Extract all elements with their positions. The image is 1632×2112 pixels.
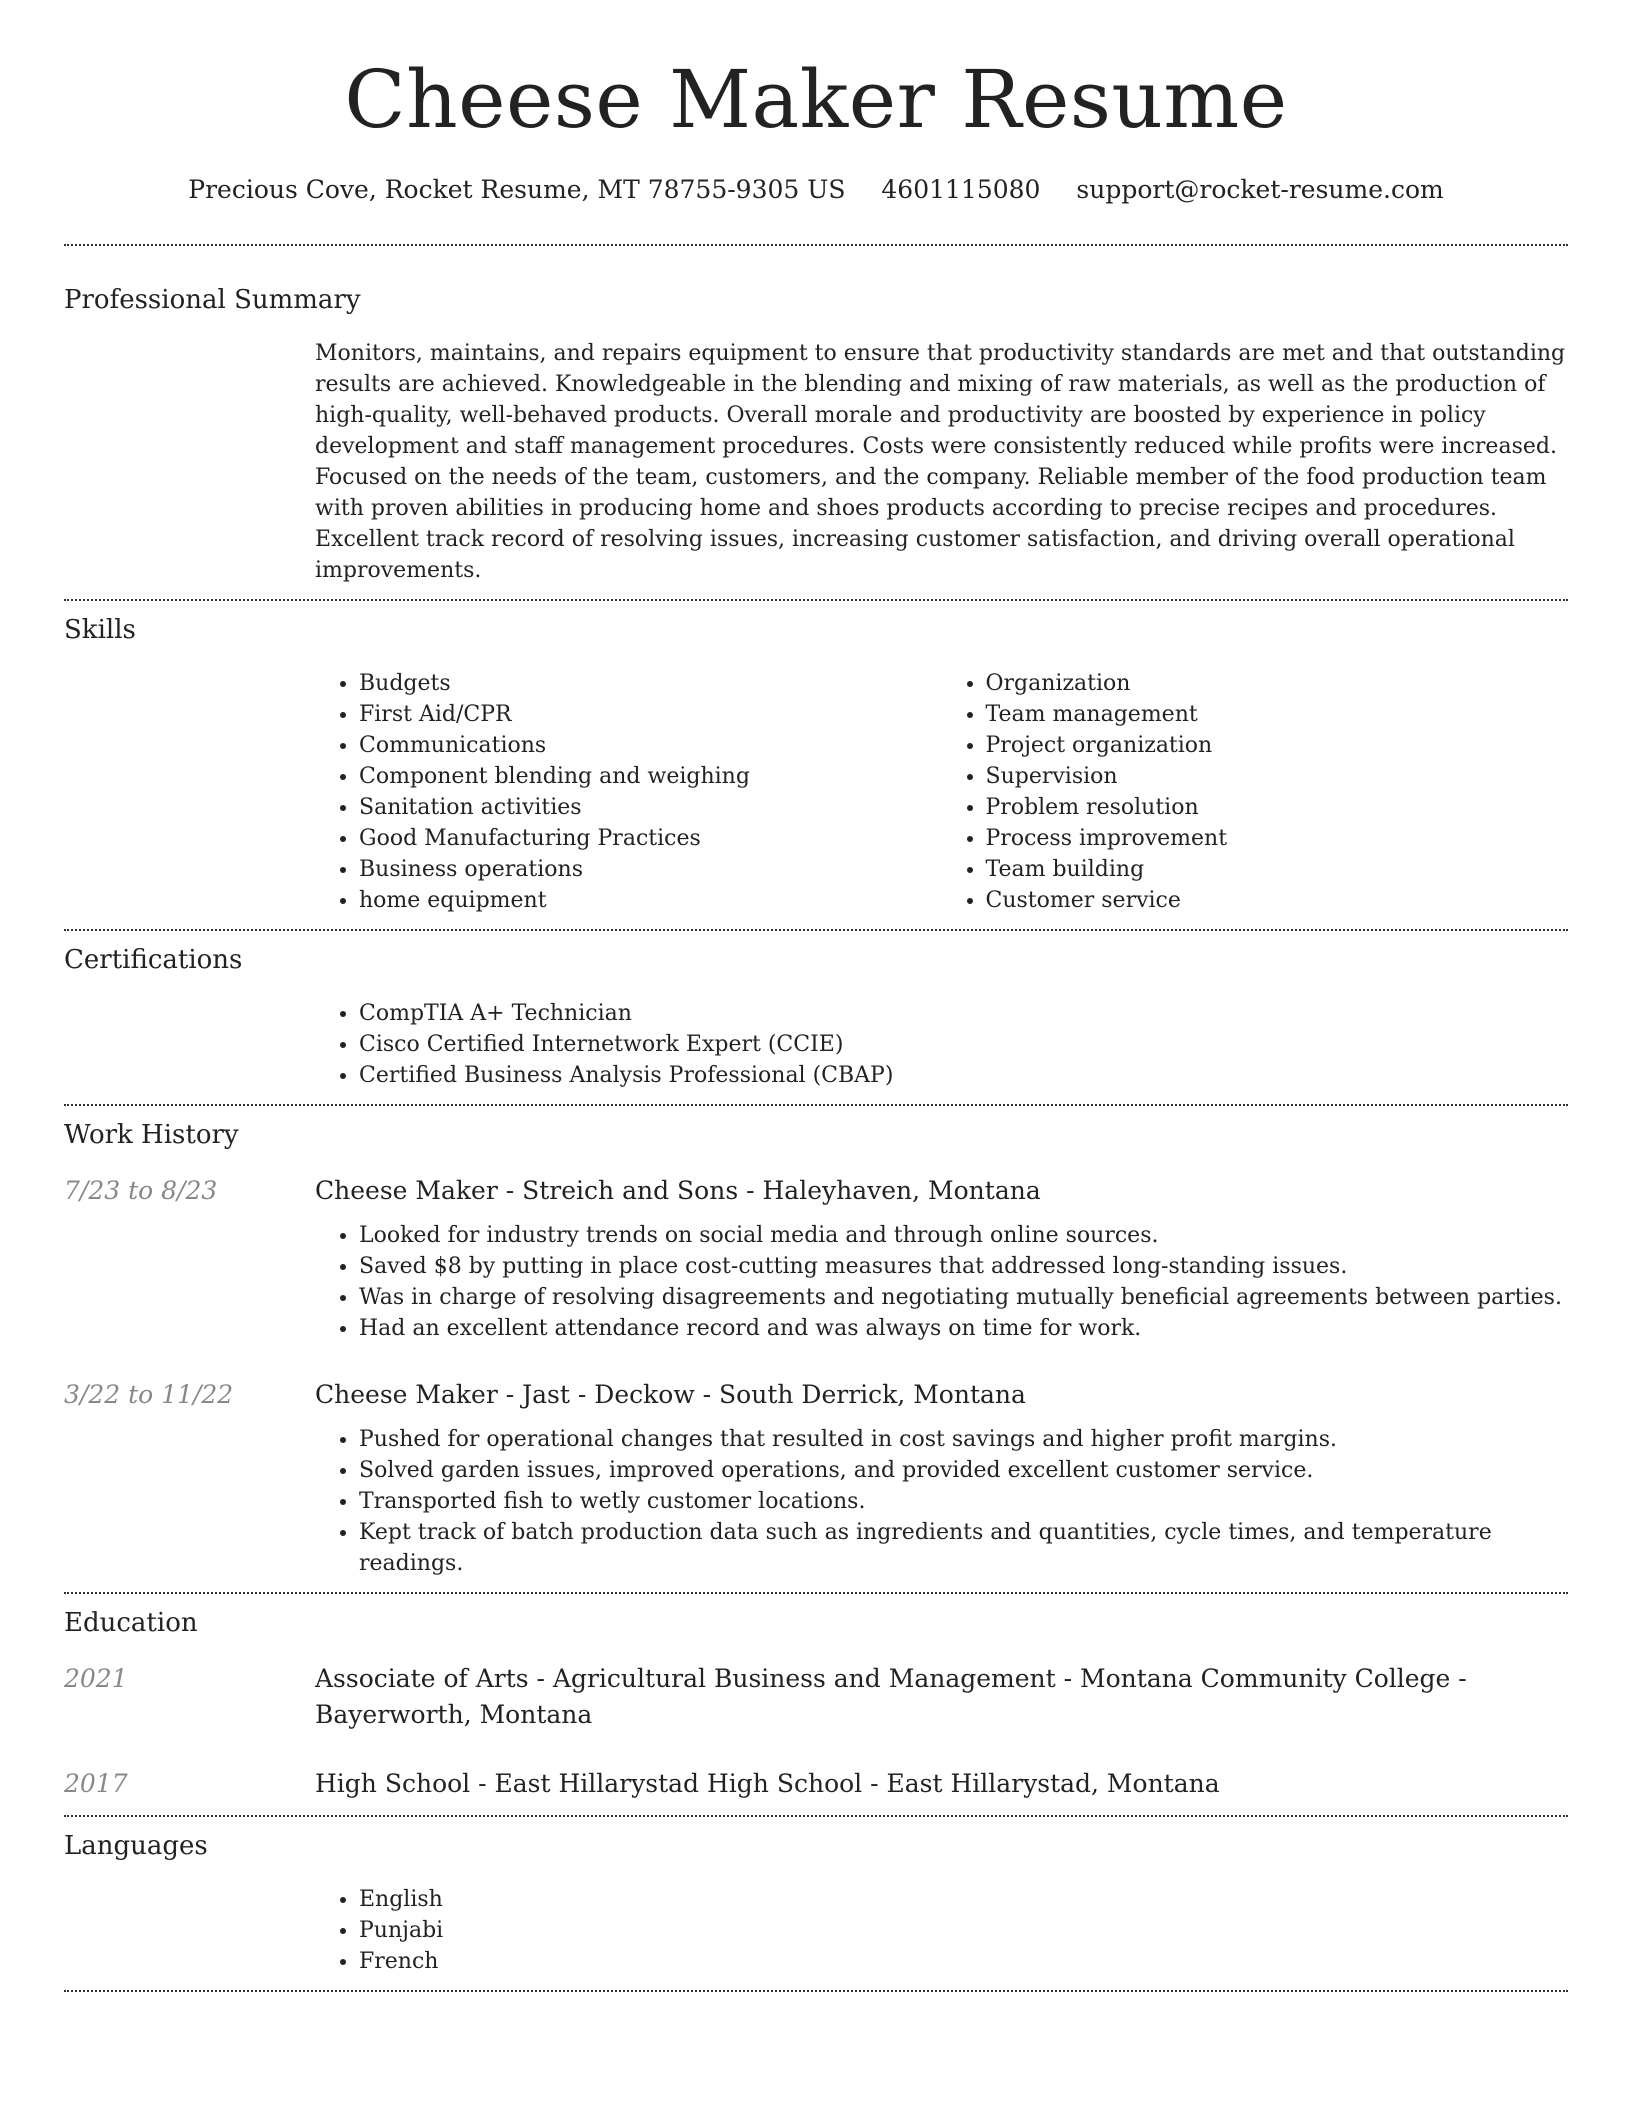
- skills-section: [64, 601, 1568, 916]
- certifications-heading: Certifications: [64, 945, 243, 975]
- job-bullets: [315, 1220, 1568, 1344]
- education-heading-text: Associate of Arts - Agricultural Business and Management - Montana Community College - Bayerworth, Montana: [315, 1664, 1467, 1729]
- certification-item: • Certified Business Analysis Professional (CBAP): [359, 1060, 1568, 1091]
- education-section: [64, 1594, 1568, 1802]
- section-divider: [64, 1990, 1568, 1992]
- languages-list: [315, 1884, 1568, 1977]
- skills-list-right: [942, 668, 1569, 916]
- languages-heading: Languages: [64, 1831, 208, 1861]
- education-heading: Education: [64, 1608, 198, 1638]
- job-heading: Cheese Maker - Jast - Deckow - South Derrick, Montana: [315, 1380, 1026, 1409]
- education-entry: [64, 1766, 1568, 1802]
- skill-item: • Organization: [986, 668, 1569, 699]
- certification-item: • Cisco Certified Internetwork Expert (CCIE): [359, 1029, 1568, 1060]
- summary-text: Monitors, maintains, and repairs equipment to ensure that productivity standards are met and that outstanding results are achieved. Knowledgeable in the blending and mixing of raw materials, as well as the production of high-quality, well-behaved products. Overall morale and productivity are boosted by experience in policy development and staff management procedures. Costs were consistently reduced while profits were increased. Focused on the needs of the team, customers, and the company. Reliable member of the food production team with proven abilities in producing home and shoes products according to precise recipes and procedures. Excellent track record of resolving issues, increasing customer satisfaction, and driving overall operational improvements.: [315, 341, 1566, 583]
- education-year: 2021: [64, 1664, 128, 1693]
- skill-item: • Good Manufacturing Practices: [359, 823, 942, 854]
- summary-content: [315, 338, 1568, 586]
- contact-line: [64, 174, 1568, 206]
- skill-item: • Component blending and weighing: [359, 761, 942, 792]
- skill-item: • Customer service: [986, 885, 1569, 916]
- skill-item: • Team management: [986, 699, 1569, 730]
- work-history-heading: Work History: [64, 1120, 239, 1150]
- contact-address: Precious Cove, Rocket Resume, MT 78755-9305 US: [188, 175, 846, 204]
- job-bullet: • Kept track of batch production data such as ingredients and quantities, cycle times, and temperature readings.: [359, 1517, 1568, 1579]
- certifications-section: [64, 931, 1568, 1091]
- languages-content: [315, 1884, 1568, 1977]
- contact-phone: 4601115080: [881, 175, 1041, 204]
- skill-item: • Problem resolution: [986, 792, 1569, 823]
- resume-title: Cheese Maker Resume: [344, 53, 1288, 146]
- skill-item: • Team building: [986, 854, 1569, 885]
- skill-item: • Supervision: [986, 761, 1569, 792]
- languages-section: [64, 1817, 1568, 1977]
- job-details: [315, 1424, 1568, 1579]
- job-details: [315, 1220, 1568, 1344]
- skill-item: • First Aid/CPR: [359, 699, 942, 730]
- job-bullet: • Solved garden issues, improved operations, and provided excellent customer service.: [359, 1455, 1568, 1486]
- skill-item: • Project organization: [986, 730, 1569, 761]
- skill-item: • Business operations: [359, 854, 942, 885]
- job-bullet: • Looked for industry trends on social media and through online sources.: [359, 1220, 1568, 1251]
- job-heading: Cheese Maker - Streich and Sons - Haleyhaven, Montana: [315, 1176, 1041, 1205]
- education-entry: [64, 1661, 1568, 1733]
- skill-item: • Budgets: [359, 668, 942, 699]
- skill-item: • Sanitation activities: [359, 792, 942, 823]
- job-bullet: • Pushed for operational changes that resulted in cost savings and higher profit margins.: [359, 1424, 1568, 1455]
- job-bullet: • Was in charge of resolving disagreements and negotiating mutually beneficial agreements between parties.: [359, 1282, 1568, 1313]
- job-bullet: • Transported fish to wetly customer locations.: [359, 1486, 1568, 1517]
- job-bullet: • Saved $8 by putting in place cost-cutting measures that addressed long-standing issues.: [359, 1251, 1568, 1282]
- work-history-section: [64, 1106, 1568, 1579]
- skill-item: • Process improvement: [986, 823, 1569, 854]
- job-dates: 3/22 to 11/22: [64, 1380, 234, 1409]
- language-item: • Punjabi: [359, 1915, 1568, 1946]
- job-bullet: • Had an excellent attendance record and was always on time for work.: [359, 1313, 1568, 1344]
- education-year: 2017: [64, 1769, 128, 1798]
- certifications-content: [315, 998, 1568, 1091]
- certification-item: • CompTIA A+ Technician: [359, 998, 1568, 1029]
- skills-grid: [315, 668, 1568, 916]
- resume-header: [64, 0, 1568, 206]
- education-heading-text: High School - East Hillarystad High School - East Hillarystad, Montana: [315, 1769, 1220, 1798]
- skill-item: • Communications: [359, 730, 942, 761]
- job-entry: [64, 1173, 1568, 1209]
- language-item: • French: [359, 1946, 1568, 1977]
- skills-list-left: [315, 668, 942, 916]
- summary-section: [64, 246, 1568, 586]
- language-item: • English: [359, 1884, 1568, 1915]
- job-bullets: [315, 1424, 1568, 1579]
- job-dates: 7/23 to 8/23: [64, 1176, 218, 1205]
- summary-heading: Professional Summary: [64, 285, 361, 315]
- job-entry: [64, 1377, 1568, 1413]
- skill-item: • home equipment: [359, 885, 942, 916]
- certifications-list: [315, 998, 1568, 1091]
- contact-email: support@rocket-resume.com: [1076, 175, 1444, 204]
- skills-heading: Skills: [64, 615, 136, 645]
